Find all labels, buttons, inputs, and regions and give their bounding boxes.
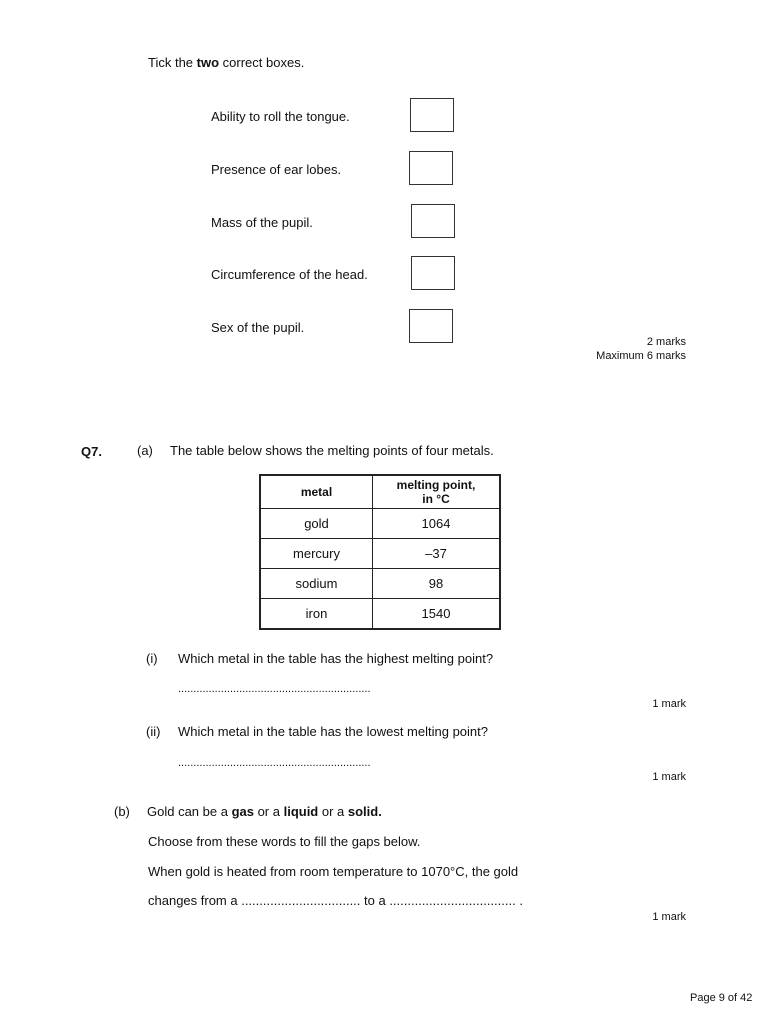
marks-label: 2 marks	[646, 336, 686, 348]
sub-ii-answer-line[interactable]: ...............................................................	[178, 757, 371, 769]
cell-metal: sodium	[260, 569, 373, 599]
max-marks-label: Maximum 6 marks	[596, 350, 686, 362]
page-number: Page 9 of 42	[690, 992, 753, 1004]
option-label-2: Presence of ear lobes.	[211, 162, 342, 177]
sub-ii-label: (ii)	[146, 724, 161, 739]
tick-instruction: Tick the two correct boxes.	[148, 55, 305, 70]
cell-metal: iron	[260, 599, 373, 630]
table-row	[260, 539, 500, 569]
sub-ii-marks: 1 mark	[652, 771, 686, 783]
part-b-sentence-line-1: When gold is heated from room temperature to 1070°C, the gold	[148, 864, 519, 879]
table-row	[260, 509, 500, 539]
cell-melting-point: –37	[373, 539, 501, 569]
option-label-5: Sex of the pupil.	[211, 320, 305, 335]
tick-box-1[interactable]	[410, 98, 454, 132]
tick-box-3[interactable]	[411, 204, 455, 238]
part-b-label: (b)	[114, 804, 130, 819]
sub-i-question: Which metal in the table has the highest melting point?	[178, 651, 494, 666]
tick-box-4[interactable]	[411, 256, 455, 290]
sub-i-label: (i)	[146, 651, 158, 666]
part-a-label: (a)	[137, 443, 153, 458]
part-b-instruction: Choose from these words to fill the gaps below.	[148, 834, 421, 849]
cell-melting-point: 1540	[373, 599, 501, 630]
header-metal: metal	[260, 475, 373, 509]
table-row	[260, 569, 500, 599]
tick-box-2[interactable]	[409, 151, 453, 185]
melting-points-table	[259, 474, 501, 630]
cell-metal: mercury	[260, 539, 373, 569]
option-label-4: Circumference of the head.	[211, 267, 368, 282]
sub-i-answer-line[interactable]: ...............................................................	[178, 683, 371, 695]
option-label-3: Mass of the pupil.	[211, 215, 313, 230]
option-label-1: Ability to roll the tongue.	[211, 109, 350, 124]
part-b-statement: Gold can be a gas or a liquid or a solid.	[147, 804, 382, 819]
cell-melting-point: 98	[373, 569, 501, 599]
cell-melting-point: 1064	[373, 509, 501, 539]
sub-i-marks: 1 mark	[652, 698, 686, 710]
part-b-marks: 1 mark	[652, 911, 686, 923]
tick-box-5[interactable]	[409, 309, 453, 343]
sub-ii-question: Which metal in the table has the lowest melting point?	[178, 724, 489, 739]
part-a-text: The table below shows the melting points of four metals.	[170, 443, 494, 458]
table-header-row	[260, 475, 500, 509]
header-melting-point: melting point, in °C	[373, 475, 501, 509]
part-b-sentence-line-2[interactable]: changes from a ................................. to a ................................... .	[148, 893, 523, 908]
cell-metal: gold	[260, 509, 373, 539]
table-row	[260, 599, 500, 630]
question-number: Q7.	[81, 444, 102, 459]
